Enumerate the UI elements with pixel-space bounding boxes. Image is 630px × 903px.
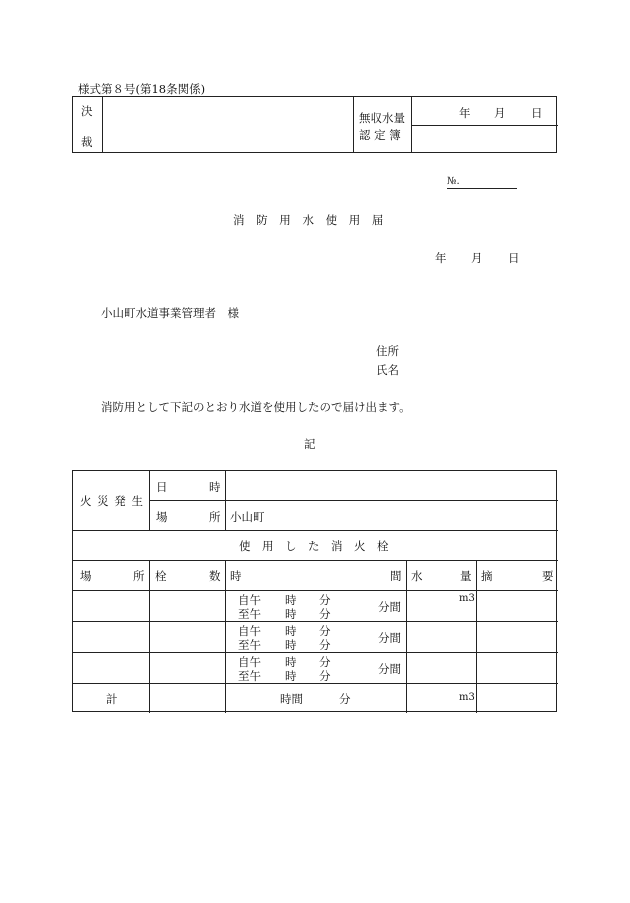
kessai-top: 決 (81, 104, 93, 118)
col-time-a: 時 (230, 569, 242, 583)
row-from: 自午 (238, 593, 261, 607)
number-underline (447, 188, 517, 189)
row-duration: 分間 (378, 662, 401, 676)
row-minute: 分 (319, 624, 331, 638)
used-hydrant-header: 使 用 し た 消 火 栓 (239, 539, 389, 553)
row-from: 自午 (238, 624, 261, 638)
col-count-a: 栓 (155, 569, 167, 583)
approval-year: 年 (459, 106, 471, 120)
document-title: 消 防 用 水 使 用 届 (233, 213, 388, 227)
fire-place-value: 小山町 (230, 510, 265, 524)
register-line2: 認 定 簿 (359, 128, 401, 142)
row-hour: 時 (285, 593, 297, 607)
row-minute: 分 (319, 593, 331, 607)
kessai-bottom: 裁 (81, 135, 93, 149)
addressee: 小山町水道事業管理者 様 (101, 306, 239, 320)
row-hour: 時 (285, 624, 297, 638)
row-unit: m3 (459, 593, 475, 604)
row-hour: 時 (285, 607, 297, 621)
col-note-a: 摘 (481, 569, 493, 583)
col-note-b: 要 (542, 569, 554, 583)
col-count-b: 数 (209, 569, 221, 583)
total-unit: m3 (459, 692, 475, 703)
total-hours: 時間 (280, 692, 303, 706)
name-label: 氏名 (376, 363, 399, 377)
row-minute: 分 (319, 669, 331, 683)
row-to: 至午 (238, 638, 261, 652)
col-time-b: 間 (390, 569, 402, 583)
body-text: 消防用として下記のとおり水道を使用したので届け出ます。 (101, 400, 411, 414)
row-to: 至午 (238, 607, 261, 621)
place-label-a: 場 (156, 510, 168, 524)
approval-month: 月 (494, 106, 506, 120)
total-label: 計 (106, 692, 118, 706)
datetime-label-a: 日 (156, 480, 168, 494)
form-label: 様式第８号(第18条関係) (78, 82, 206, 96)
date-year: 年 (435, 251, 447, 265)
place-label-b: 所 (209, 510, 221, 524)
row-from: 自午 (238, 655, 261, 669)
usage-table (72, 470, 557, 712)
col-place-b: 所 (133, 569, 145, 583)
col-place-a: 場 (80, 569, 92, 583)
approval-stamp-area (103, 97, 353, 152)
row-hour: 時 (285, 655, 297, 669)
date-month: 月 (471, 251, 483, 265)
fire-label: 火 災 発 生 (80, 494, 144, 508)
date-day: 日 (508, 251, 520, 265)
col-water-a: 水 (411, 569, 423, 583)
row-duration: 分間 (378, 600, 401, 614)
row-hour: 時 (285, 669, 297, 683)
row-to: 至午 (238, 669, 261, 683)
col-water-b: 量 (460, 569, 472, 583)
row-hour: 時 (285, 638, 297, 652)
row-duration: 分間 (378, 631, 401, 645)
datetime-label-b: 時 (209, 480, 221, 494)
approval-box (72, 96, 557, 153)
ki-label: 記 (304, 437, 316, 451)
number-label: №. (447, 176, 460, 187)
row-minute: 分 (319, 655, 331, 669)
address-label: 住所 (376, 344, 399, 358)
approval-day: 日 (531, 106, 543, 120)
total-minutes: 分 (339, 692, 351, 706)
register-line1: 無収水量 (359, 111, 405, 125)
row-minute: 分 (319, 638, 331, 652)
row-minute: 分 (319, 607, 331, 621)
